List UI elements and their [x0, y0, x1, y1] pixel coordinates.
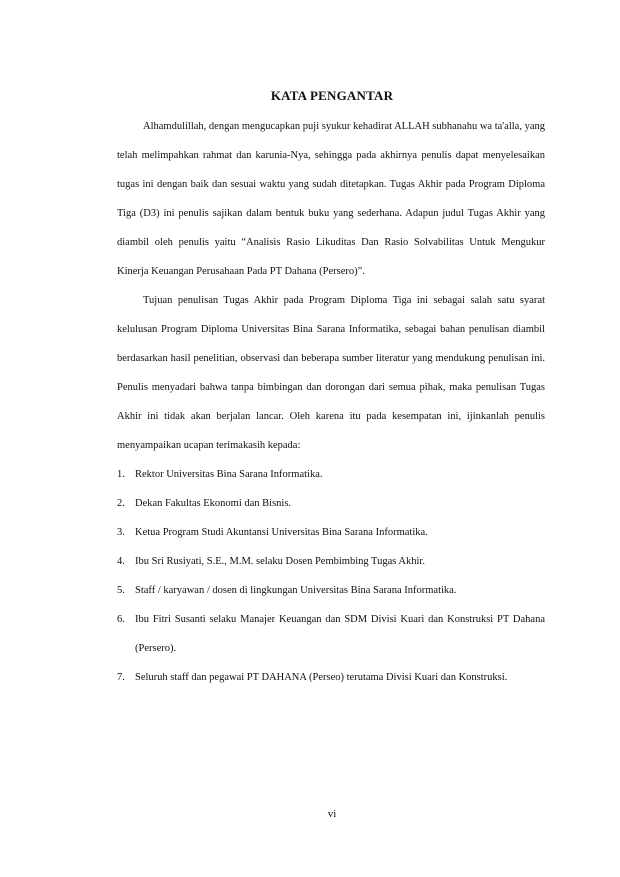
list-item-text: Rektor Universitas Bina Sarana Informatika. — [135, 469, 323, 480]
list-item-number: 5. — [117, 585, 125, 596]
list-item-text: Staff / karyawan / dosen di lingkungan Universitas Bina Sarana Informatika. — [135, 585, 457, 596]
list-item-number: 4. — [117, 556, 125, 567]
list-item — [117, 605, 545, 663]
list-item-number: 2. — [117, 498, 125, 509]
list-item-number: 1. — [117, 469, 125, 480]
list-item — [117, 460, 545, 489]
list-item-number: 3. — [117, 527, 125, 538]
page-title: KATA PENGANTAR — [270, 88, 394, 103]
paragraph-intro: Alhamdulillah, dengan mengucapkan puji syukur kehadirat ALLAH subhanahu wa ta'alla, yang telah melimpahkan rahmat dan karunia-Nya, sehingga pada akhirnya penulis dapat menyelesaikan tugas ini dengan baik dan sesuai waktu yang sudah ditetapkan. Tugas Akhir pada Program Diploma Tiga (D3) ini penulis sajikan dalam bentuk buku yang sederhana. Adapun judul Tugas Akhir yang diambil oleh penulis yaitu “Analisis Rasio Likuditas Dan Rasio Solvabilitas Untuk Mengukur Kinerja Keuangan Perusahaan Pada PT Dahana (Persero)”. — [117, 121, 545, 277]
list-item — [117, 489, 545, 518]
list-item-text: Seluruh staff dan pegawai PT DAHANA (Perseo) terutama Divisi Kuari dan Konstruksi. — [135, 672, 508, 683]
list-item — [117, 576, 545, 605]
list-item-number: 6. — [117, 614, 125, 625]
page-number: vi — [327, 808, 337, 820]
list-item-number: 7. — [117, 672, 125, 683]
list-item — [117, 518, 545, 547]
list-item-text: Ibu Fitri Susanti selaku Manajer Keuangan dan SDM Divisi Kuari dan Konstruksi PT Dahana (Persero). — [135, 614, 545, 654]
list-item — [117, 663, 545, 692]
list-item-text: Dekan Fakultas Ekonomi dan Bisnis. — [135, 498, 292, 509]
paragraph-purpose: Tujuan penulisan Tugas Akhir pada Program Diploma Tiga ini sebagai salah satu syarat kelulusan Program Diploma Universitas Bina Sarana Informatika, sebagai bahan penulisan diambil berdasarkan hasil penelitian, observasi dan beberapa sumber literatur yang mendukung penulisan ini. Penulis menyadari bahwa tanpa bimbingan dan dorongan dari semua pihak, maka penulisan Tugas Akhir ini tidak akan berjalan lancar. Oleh karena itu pada kesempatan ini, ijinkanlah penulis menyampaikan ucapan terimakasih kepada: — [117, 295, 545, 451]
list-item-text: Ketua Program Studi Akuntansi Universitas Bina Sarana Informatika. — [135, 527, 428, 538]
list-item-text: Ibu Sri Rusiyati, S.E., M.M. selaku Dosen Pembimbing Tugas Akhir. — [135, 556, 425, 567]
list-item — [117, 547, 545, 576]
acknowledgement-list — [117, 460, 545, 692]
document-body — [117, 112, 545, 692]
